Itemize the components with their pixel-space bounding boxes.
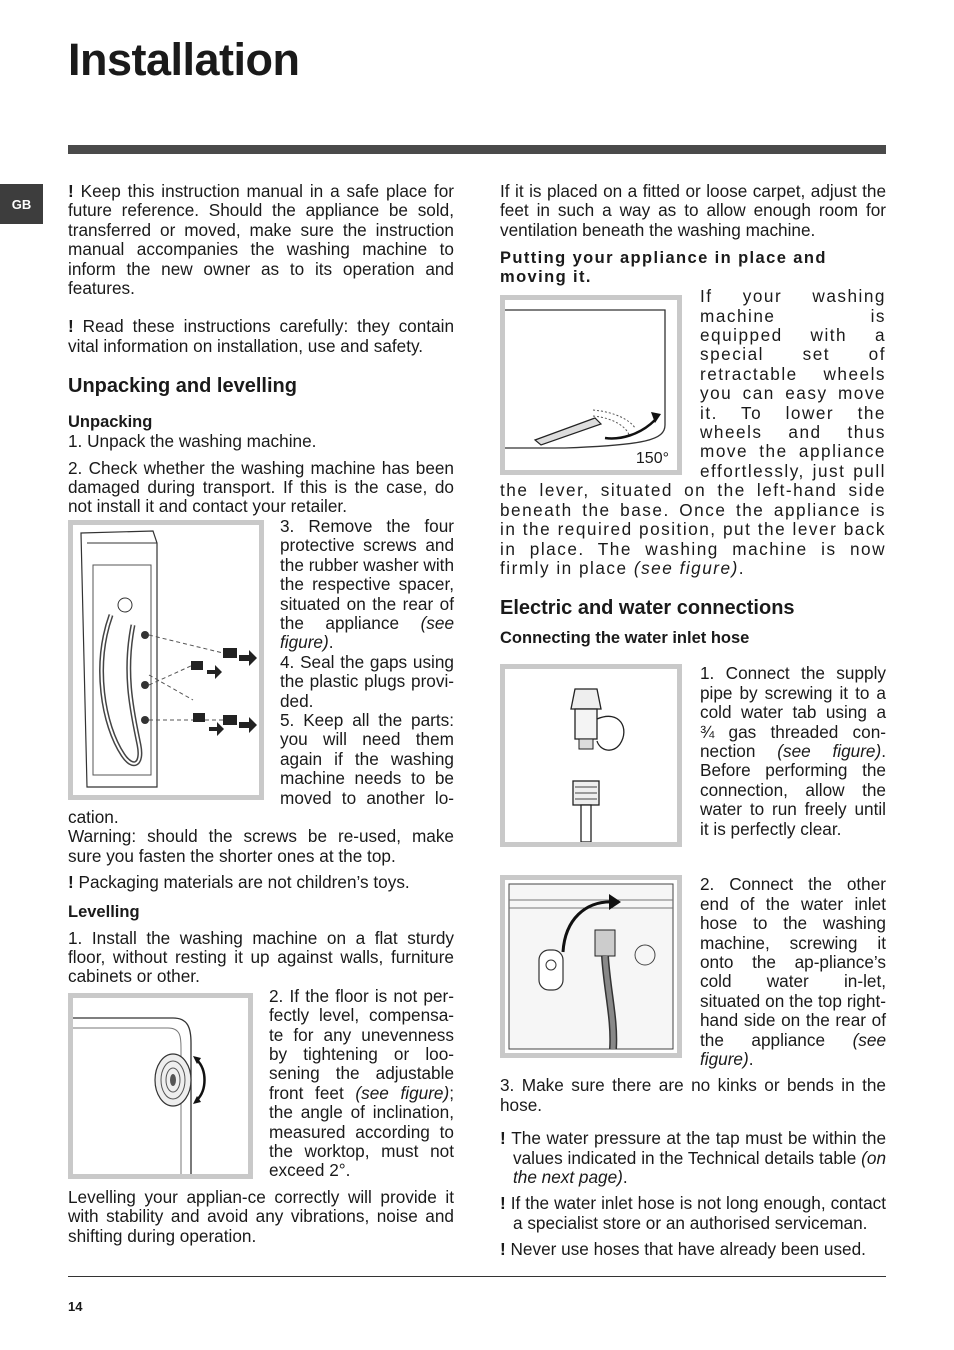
levelling-heading: Levelling bbox=[68, 902, 140, 921]
note-hose-length: ! If the water inlet hose is not long enough, contact a specialist store or an authorised serviceman. bbox=[500, 1193, 887, 1233]
carpet-note: If it is placed on a fitted or loose carpet, adjust the feet in such a way as to allow enough room for ventilation beneath the washing machine. bbox=[500, 181, 886, 240]
foot-figure bbox=[68, 993, 253, 1179]
unpacking-step-5: 5. Keep all the parts: you will need them again if the washing machine needs to be moved to another lo-cation. bbox=[68, 709, 454, 827]
section-heading-connections: Electric and water connections bbox=[500, 597, 795, 620]
placing-heading: Putting your appliance in place and moving it. bbox=[500, 249, 827, 287]
placing-text: If your washing machine is equipped with a special set of retractable wheels you can easy move it. To lower the wheels and thus move the appliance effortlessly, just pull the lever, situated on the left-hand side beneath the base. Once the appliance is in the required position, put the lever back in place. The washing machine is now firmly in place (see figure). bbox=[500, 286, 886, 578]
intro-paragraph-1: ! Keep this instruction manual in a safe place for future reference. Should the appliance be sold, transferred or moved, make sure the instruction manual accompanies the washing machine to inform the new owner as to its operation and features. bbox=[68, 181, 454, 299]
wheels-figure bbox=[500, 295, 682, 475]
left-column bbox=[68, 182, 454, 1246]
packaging-note: ! Packaging materials are not children’s toys. bbox=[68, 872, 410, 893]
inlet-figure bbox=[500, 875, 682, 1058]
inlet-step-1: 1. Connect the supply pipe by screwing it to a cold water tab using a ¾ gas threaded con-nection (see figure). Before performing the connection, allow the water to run freely until it is perfectly clear. bbox=[700, 663, 886, 839]
angle-label: 150° bbox=[635, 449, 669, 467]
right-column bbox=[500, 182, 886, 1260]
page-title: Installation bbox=[68, 34, 300, 85]
unpacking-step-2: 2. Check whether the washing machine has been damaged during transport. If this is the case, do not install it and contact your retailer. bbox=[68, 457, 454, 517]
unpacking-step-4: 4. Seal the gaps using the plastic plugs provi-ded. bbox=[280, 651, 454, 711]
unpacking-heading: Unpacking bbox=[68, 413, 153, 432]
appliance-inlet-icon bbox=[505, 880, 677, 1053]
note-used-hoses: ! Never use hoses that have already been used. bbox=[500, 1239, 866, 1260]
adjustable-foot-icon bbox=[73, 998, 248, 1174]
unpacking-step-1: 1. Unpack the washing machine. bbox=[68, 431, 317, 452]
footer-rule bbox=[68, 1276, 886, 1277]
retractable-wheels-icon bbox=[505, 300, 677, 470]
page-number: 14 bbox=[68, 1299, 83, 1314]
language-tab: GB bbox=[0, 184, 43, 224]
note-water-pressure: ! The water pressure at the tap must be within the values indicated in the Technical details table (on the next page). bbox=[500, 1128, 887, 1187]
levelling-step-3: Levelling your applian-ce correctly will provide it with stability and avoid any vibrations, noise and shifting during operation. bbox=[68, 1186, 454, 1246]
unpacking-step-3: 3. Remove the four protective screws and the rubber washer with the respective spacer, situated on the rear of the appliance (see figure). bbox=[280, 515, 454, 653]
inlet-heading: Connecting the water inlet hose bbox=[500, 629, 750, 648]
section-heading-unpacking-levelling: Unpacking and levelling bbox=[68, 375, 297, 398]
inlet-step-2: 2. Connect the other end of the water inlet hose to the washing machine, screwing it onto the ap-pliance’s cold water in-let, situated on the top right-hand side on the rear of the appliance (see figure). bbox=[700, 874, 886, 1069]
intro-paragraph-2: ! Read these instructions carefully: they contain vital information on installation, use and safety. bbox=[68, 316, 455, 356]
header-rule bbox=[68, 145, 886, 154]
screws-warning: Warning: should the screws be re-used, make sure you fasten the shorter ones at the top. bbox=[68, 826, 454, 866]
rear-panel-screws-icon bbox=[73, 525, 259, 795]
tap-figure bbox=[500, 664, 682, 847]
levelling-step-1: 1. Install the washing machine on a flat sturdy floor, without resting it up against walls, furniture cabinets or other. bbox=[68, 927, 454, 987]
cold-water-tap-icon bbox=[505, 669, 677, 842]
screws-figure bbox=[68, 520, 264, 800]
levelling-step-2: 2. If the floor is not per-fectly level, compensa-te for any unevenness by tightening or loo-sening the adjustable front feet (see figure); the angle of inclination, measured according to the worktop, must not exceed 2°. bbox=[269, 985, 455, 1181]
inlet-step-3: 3. Make sure there are no kinks or bends in the hose. bbox=[500, 1075, 886, 1115]
